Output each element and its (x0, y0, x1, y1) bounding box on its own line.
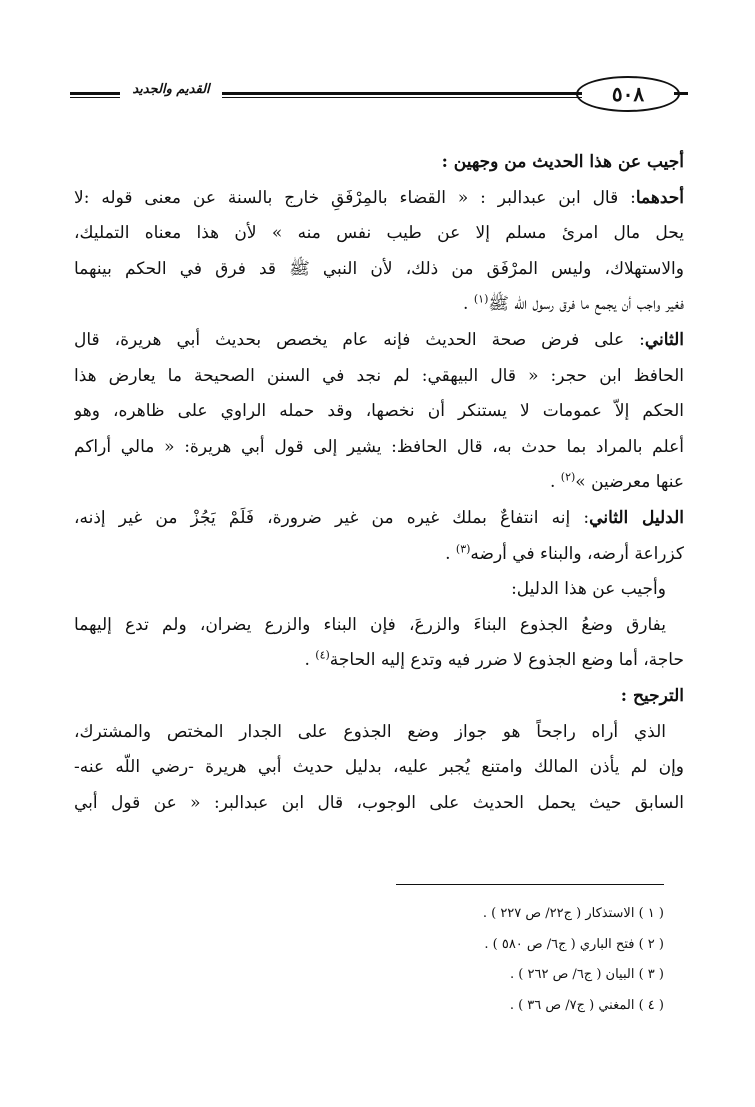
text-line (74, 323, 684, 359)
footnote-ref: (٢) (560, 470, 576, 484)
header-rule-middle (222, 92, 582, 98)
text-span: حاجة، أما وضع الجذوع لا ضرر فيه وتدع إليه الحاجة (329, 650, 684, 671)
text-line: الذي أراه راجحاً هو جواز وضع الجذوع على الجدار المختص والمشترك، (74, 721, 666, 742)
text-line: السابق حيث يحمل الحديث على الوجوب، قال ابن عبدالبر: « عن قول أبي (74, 792, 684, 813)
text-line (74, 465, 684, 501)
page-number: ٥٠٨ (576, 76, 680, 112)
footnote-divider (396, 884, 664, 885)
header-rule-right (674, 92, 688, 95)
text-line (74, 643, 684, 679)
text-line (74, 287, 684, 323)
text-line: أعلم بالمراد بما حدث به، قال الحافظ: يشير إلى قول أبي هريرة: « مالي أراكم (74, 436, 684, 457)
footnote-ref: (٣) (455, 541, 471, 555)
text-span: . (445, 543, 456, 564)
text-span: : إنه انتفاعٌ بملك غيره من غير ضرورة، فَلَمْ يَجُزْ من غير إذنه، (74, 507, 590, 528)
text-line: وإن لم يأذن المالك وامتنع يُجبر عليه، بدليل حديث أبي هريرة -رضي اللّه عنه- (74, 757, 684, 778)
text-span: : على فرض صحة الحديث فإنه عام يخصص بحديث أبي هريرة، قال (74, 329, 645, 350)
text-line: يحل مال امرئ مسلم إلا عن طيب نفس منه » لأن هذا معناه التمليك، (74, 223, 684, 244)
text-line: وأجيب عن هذا الدليل: (511, 579, 666, 600)
point-label: أحدهما (635, 187, 684, 208)
footnotes (150, 899, 664, 1021)
footnote-item: ( ٣ ) البيان ( ج٦/ ص ٢٦٢ ) . (510, 967, 664, 982)
text-span: فغير واجب أن يجمع ما فرق رسول اللّه ﷺ (488, 294, 684, 315)
footnote-item: ( ٢ ) فتح الباري ( ج٦/ ص ٥٨٠ ) . (484, 936, 664, 952)
text-span: . (463, 294, 474, 315)
main-text (74, 145, 684, 821)
text-line: يفارق وضعُ الجذوع البناءَ والزرعَ، فإن البناء والزرع يضران، ولم تدع إليهما (74, 614, 666, 635)
text-span: عنها معرضين » (575, 472, 684, 493)
text-line: الحكم إلاّ عمومات لا يستنكر أن نخصها، وقد حمله الراوي على ظاهره، وهو (74, 401, 684, 422)
text-span: . (304, 650, 316, 671)
text-span: . (549, 472, 561, 493)
footnote-item: ( ٤ ) المغني ( ج٧/ ص ٣٦ ) . (509, 997, 664, 1013)
text-line: والاستهلاك، وليس المرْفَق من ذلك، لأن النبي ﷺ قد فرق في الحكم بينهما (74, 258, 684, 279)
footnote-ref: (٤) (315, 648, 330, 662)
section-heading: الترجيح : (620, 685, 684, 706)
text-line: الحافظ ابن حجر: « قال البيهقي: لم نجد في السنن الصحيحة ما يعارض هذا (74, 365, 684, 386)
section-heading: أجيب عن هذا الحديث من وجهين : (441, 152, 684, 172)
header-rule-left (70, 92, 120, 98)
text-line (74, 181, 684, 217)
text-line (74, 501, 684, 537)
point-label: الثاني (644, 329, 684, 350)
text-span: كزراعة أرضه، والبناء في أرضه (470, 543, 684, 564)
footnote-item: ( ١ ) الاستذكار ( ج٢٢/ ص ٢٢٧ ) . (482, 906, 664, 921)
evidence-label: الدليل الثاني (589, 507, 684, 528)
running-title: القديم والجديد (132, 82, 210, 97)
footnote-ref: (١) (473, 292, 489, 306)
text-span: : قال ابن عبدالبر : « القضاء بالمِرْفَقِ خارج بالسنة عن معنى قوله :لا (74, 187, 636, 208)
page-header (70, 74, 688, 114)
text-line (74, 537, 684, 573)
